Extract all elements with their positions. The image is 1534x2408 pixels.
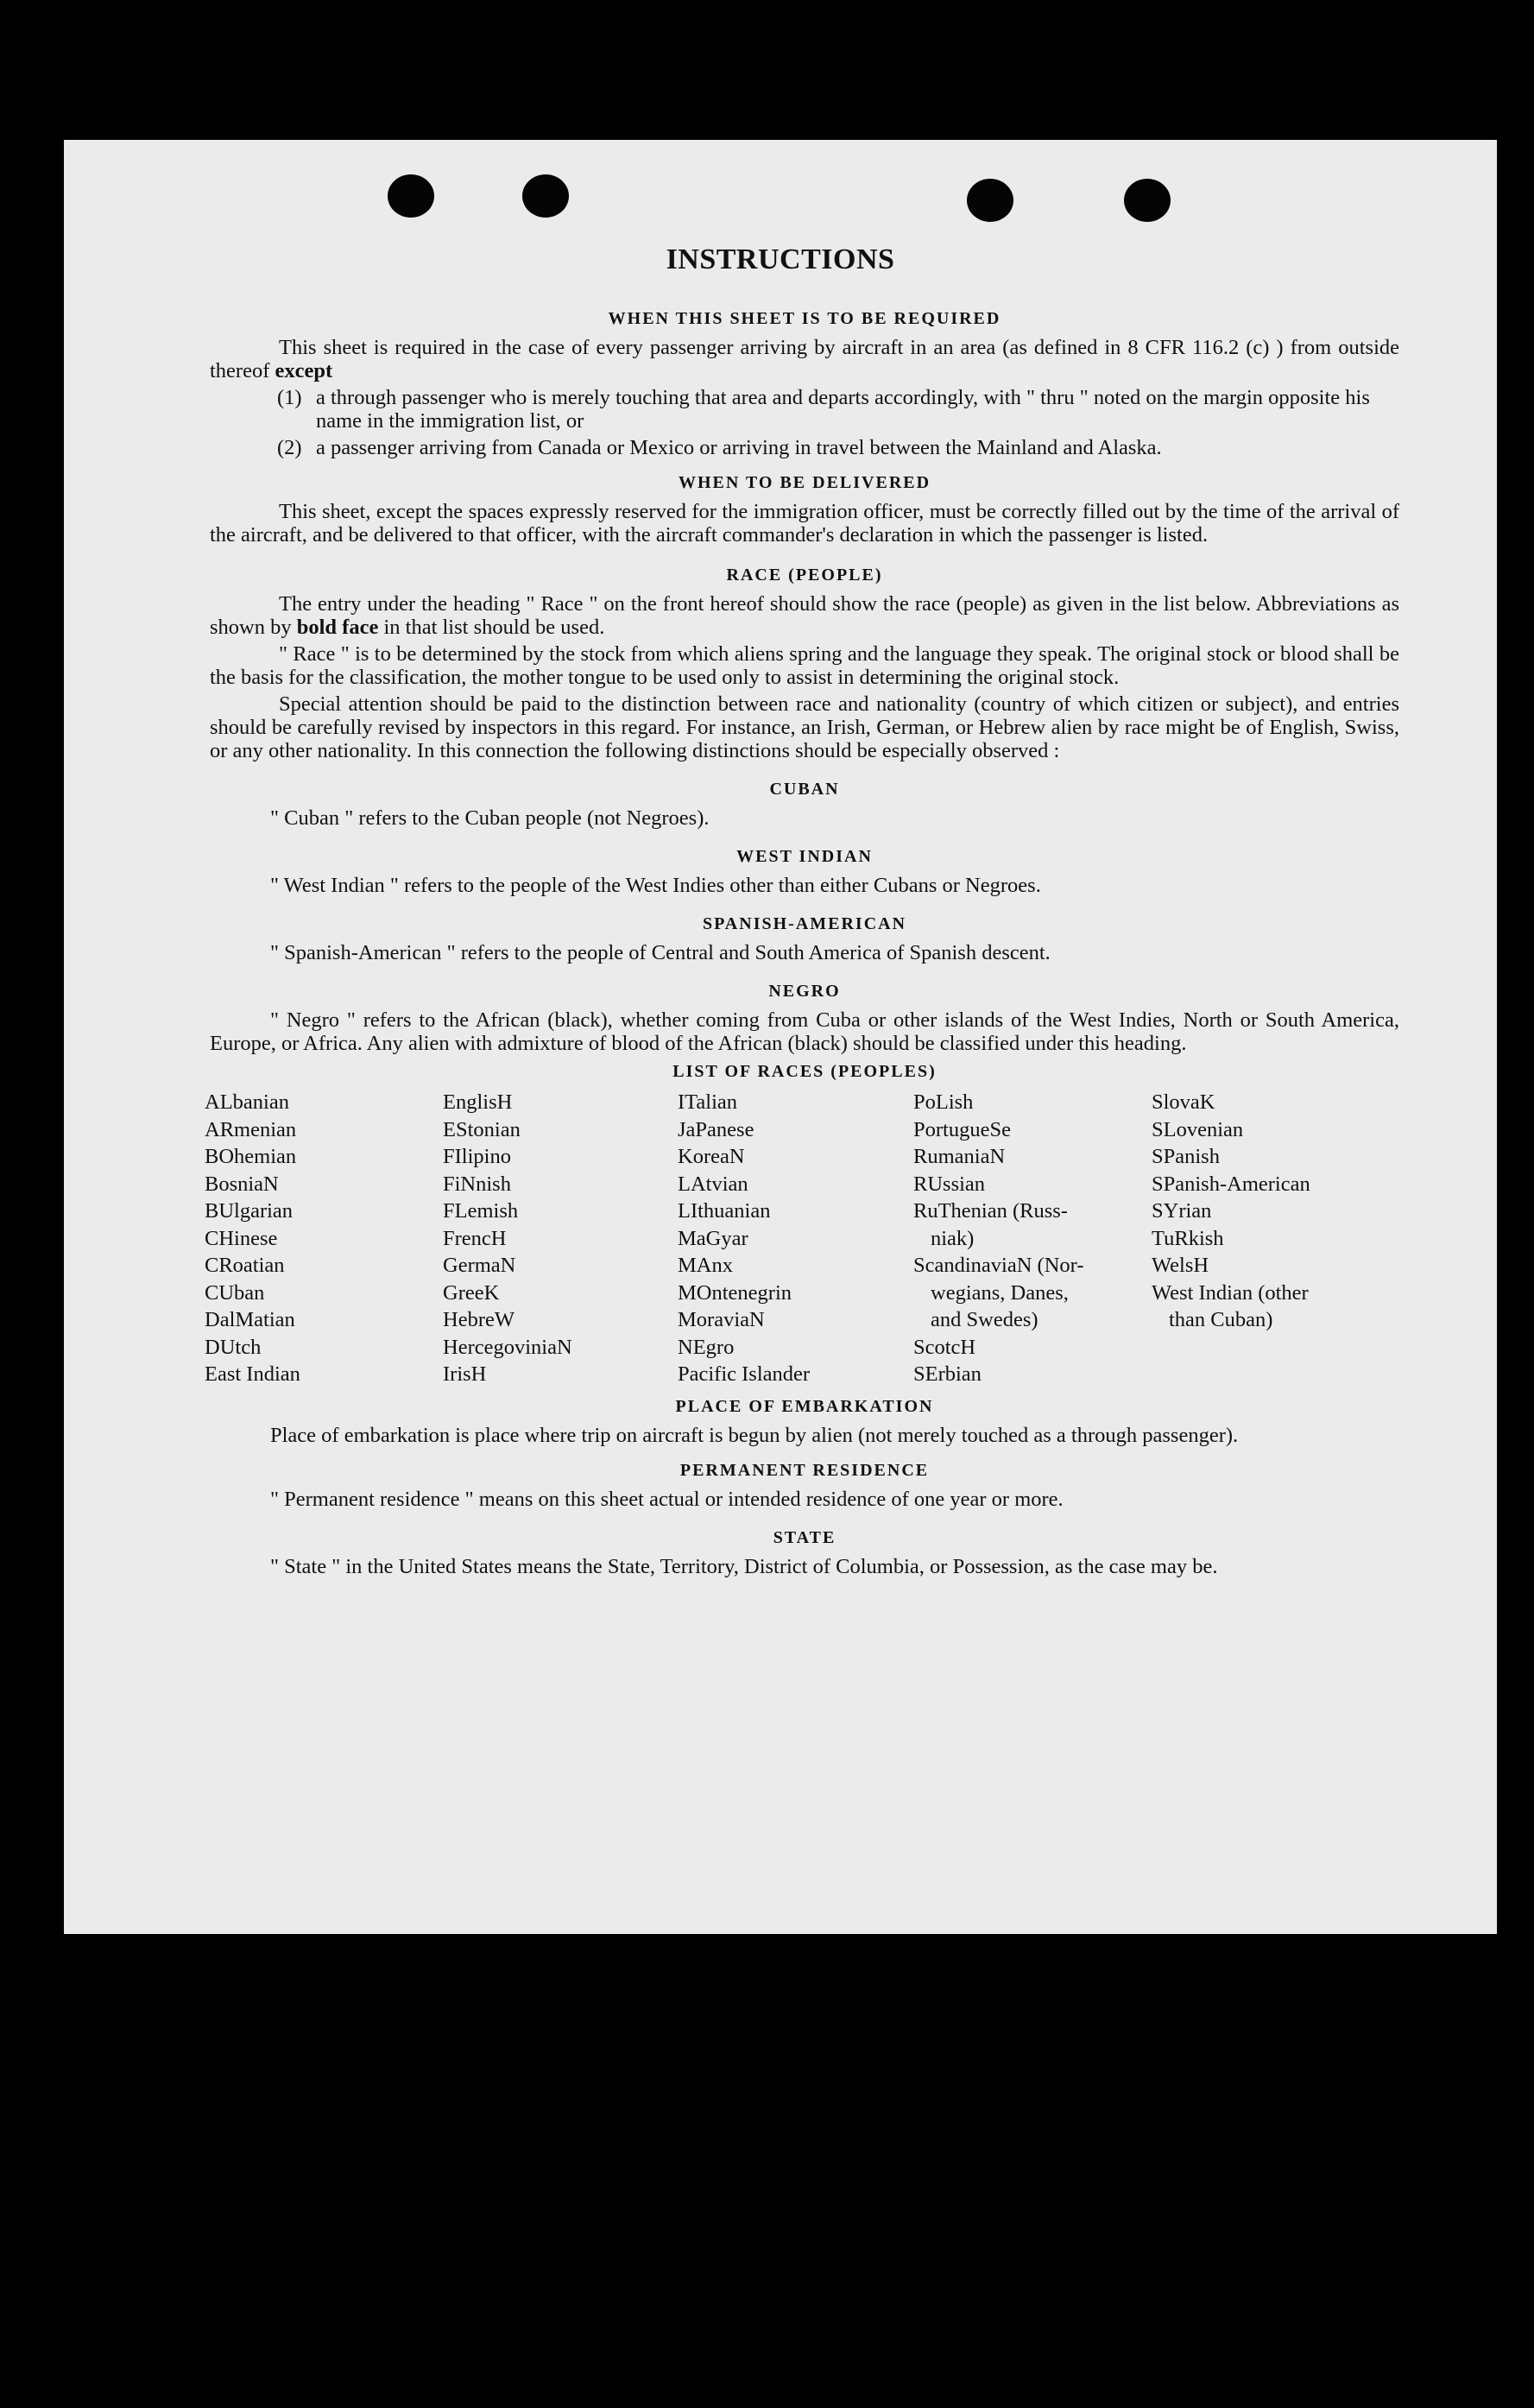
race-entry: PortugueSe: [913, 1117, 1011, 1141]
race-entry: BUlgarian: [205, 1199, 294, 1223]
race-paragraph-1: The entry under the heading " Race " on the front hereof should show the race (people) as given in the list below. Abbreviations as shown by bold face in that list should be used.: [210, 592, 1399, 639]
heading-permanent-residence: PERMANENT RESIDENCE: [679, 1460, 930, 1480]
race-entry: FLemish: [443, 1199, 519, 1223]
race-entry: NEgro: [678, 1335, 735, 1359]
race-entry: FIlipino: [443, 1145, 511, 1168]
race-entry: SPanish: [1152, 1145, 1220, 1168]
cuban-text: " Cuban " refers to the Cuban people (not Negroes).: [270, 806, 710, 830]
race-entry: SYrian: [1152, 1199, 1212, 1223]
west-indian-text: " West Indian " refers to the people of the West Indies other than either Cubans or Negroes.: [270, 874, 1041, 897]
race-entry: SErbian: [913, 1362, 982, 1386]
races-column-3: [678, 1089, 913, 1388]
race-entry: FrencH: [443, 1226, 507, 1250]
race-entry: GreeK: [443, 1280, 500, 1305]
heading-negro: NEGRO: [768, 982, 841, 1001]
race-entry: FiNnish: [443, 1172, 511, 1196]
race-entry: MaGyar: [678, 1226, 748, 1250]
permanent-residence-text: " Permanent residence " means on this sheet actual or intended residence of one year or more.: [270, 1487, 1064, 1511]
heading-list-of-races: LIST OF RACES (PEOPLES): [672, 1062, 937, 1081]
race-entry: BosniaN: [205, 1172, 279, 1196]
race-paragraph-3: Special attention should be paid to the distinction between race and nationality (country of which citizen or subject), and entries should be carefully revised by inspectors in this regard. For instance, an Irish, German, or Hebrew alien by race might be of English, Swiss, or any other nationality. In this connection the following distinctions should be especially observed :: [210, 692, 1399, 762]
race-entry: RUssian: [913, 1172, 986, 1196]
instructions-body: [205, 295, 1399, 1578]
races-column-2: [443, 1089, 678, 1388]
races-column-4: [913, 1089, 1152, 1388]
heading-west-indian: WEST INDIAN: [736, 847, 873, 866]
race-entry: KoreaN: [678, 1145, 745, 1168]
race-entry: EnglisH: [443, 1090, 513, 1114]
page-title: INSTRUCTIONS: [666, 243, 895, 275]
race-entry-continuation: wegians, Danes,: [931, 1280, 1069, 1305]
race-entry: CUban: [205, 1280, 265, 1305]
race-entry: GermaN: [443, 1254, 516, 1277]
race-entry: DUtch: [205, 1335, 262, 1359]
race-entry: PoLish: [913, 1090, 974, 1114]
exception-item-1: (1) a through passenger who is merely touching that area and departs accordingly, with " thru " noted on the margin opposite his name in the immigration list, or: [277, 386, 1370, 433]
race-entry: ARmenian: [205, 1117, 297, 1141]
race-entry: HercegoviniaN: [443, 1335, 572, 1359]
races-column-1: [205, 1089, 443, 1388]
race-entry: CHinese: [205, 1226, 278, 1250]
race-entry: TuRkish: [1152, 1226, 1224, 1250]
race-entry-continuation: than Cuban): [1169, 1308, 1273, 1331]
heading-race: RACE (PEOPLE): [726, 566, 883, 585]
place-of-embarkation-text: Place of embarkation is place where trip on aircraft is begun by alien (not merely touched as a through passenger).: [270, 1423, 1239, 1447]
race-entry: LAtvian: [678, 1172, 748, 1196]
heading-cuban: CUBAN: [769, 780, 840, 799]
race-entry: EStonian: [443, 1117, 521, 1141]
when-delivered-text: This sheet, except the spaces expressly reserved for the immigration officer, must be correctly filled out by the time of the arrival of the aircraft, and be delivered to that officer, with the aircraft commander's declaration in which the passenger is listed.: [210, 500, 1399, 547]
race-entry: Pacific Islander: [678, 1362, 811, 1386]
race-paragraph-2: " Race " is to be determined by the stock from which aliens spring and the language they speak. The original stock or blood shall be the basis for the classification, the mother tongue to be used only to assist in determining the original stock.: [210, 642, 1399, 689]
exception-item-2: (2) a passenger arriving from Canada or Mexico or arriving in travel between the Mainland and Alaska.: [277, 436, 1162, 459]
race-entry: ALbanian: [205, 1090, 289, 1114]
races-column-5: [1152, 1089, 1359, 1388]
race-entry: MoraviaN: [678, 1308, 765, 1331]
race-entry: SlovaK: [1152, 1090, 1215, 1114]
heading-when-delivered: WHEN TO BE DELIVERED: [678, 473, 931, 492]
race-entry: IrisH: [443, 1362, 487, 1386]
punch-hole: [1124, 179, 1171, 222]
race-entry: East Indian: [205, 1362, 300, 1386]
heading-place-of-embarkation: PLACE OF EMBARKATION: [675, 1396, 934, 1416]
race-entry: ScandinaviaN (Nor-: [913, 1254, 1084, 1277]
race-entry: SPanish-American: [1152, 1172, 1310, 1196]
spanish-american-text: " Spanish-American " refers to the people of Central and South America of Spanish descent.: [270, 941, 1051, 964]
race-entry: ITalian: [678, 1090, 738, 1114]
race-entry: WelsH: [1152, 1254, 1209, 1277]
race-entry: SLovenian: [1152, 1117, 1244, 1141]
document-sheet: [64, 140, 1497, 1934]
when-required-intro: This sheet is required in the case of every passenger arriving by aircraft in an area (as defined in 8 CFR 116.2 (c) ) from outside thereof except: [210, 336, 1399, 382]
race-entry-continuation: niak): [931, 1226, 975, 1250]
negro-text: " Negro " refers to the African (black), whether coming from Cuba or other islands of the West Indies, North or South America, Europe, or Africa. Any alien with admixture of blood of the African (black) should be classified under this heading.: [210, 1008, 1399, 1055]
race-entry: MAnx: [678, 1254, 733, 1277]
race-entry: DalMatian: [205, 1308, 295, 1331]
race-entry: ScotcH: [913, 1335, 976, 1359]
race-entry: MOntenegrin: [678, 1280, 792, 1305]
race-entry: HebreW: [443, 1308, 514, 1331]
race-entry: JaPanese: [678, 1117, 754, 1141]
race-entry: CRoatian: [205, 1254, 285, 1277]
heading-spanish-american: SPANISH-AMERICAN: [702, 914, 907, 933]
heading-state: STATE: [773, 1527, 836, 1547]
race-entry: LIthuanian: [678, 1199, 771, 1223]
punch-hole: [522, 174, 569, 218]
state-text: " State " in the United States means the State, Territory, District of Columbia, or Possession, as the case may be.: [270, 1554, 1218, 1578]
race-entry: West Indian (other: [1152, 1280, 1309, 1305]
race-entry: RuThenian (Russ-: [913, 1199, 1068, 1223]
punch-hole: [967, 179, 1013, 222]
heading-when-required: WHEN THIS SHEET IS TO BE REQUIRED: [608, 309, 1001, 328]
race-entry-continuation: and Swedes): [931, 1308, 1038, 1331]
race-entry: BOhemian: [205, 1145, 297, 1168]
punch-hole: [388, 174, 434, 218]
races-table: [205, 1089, 1399, 1388]
race-entry: RumaniaN: [913, 1145, 1006, 1168]
